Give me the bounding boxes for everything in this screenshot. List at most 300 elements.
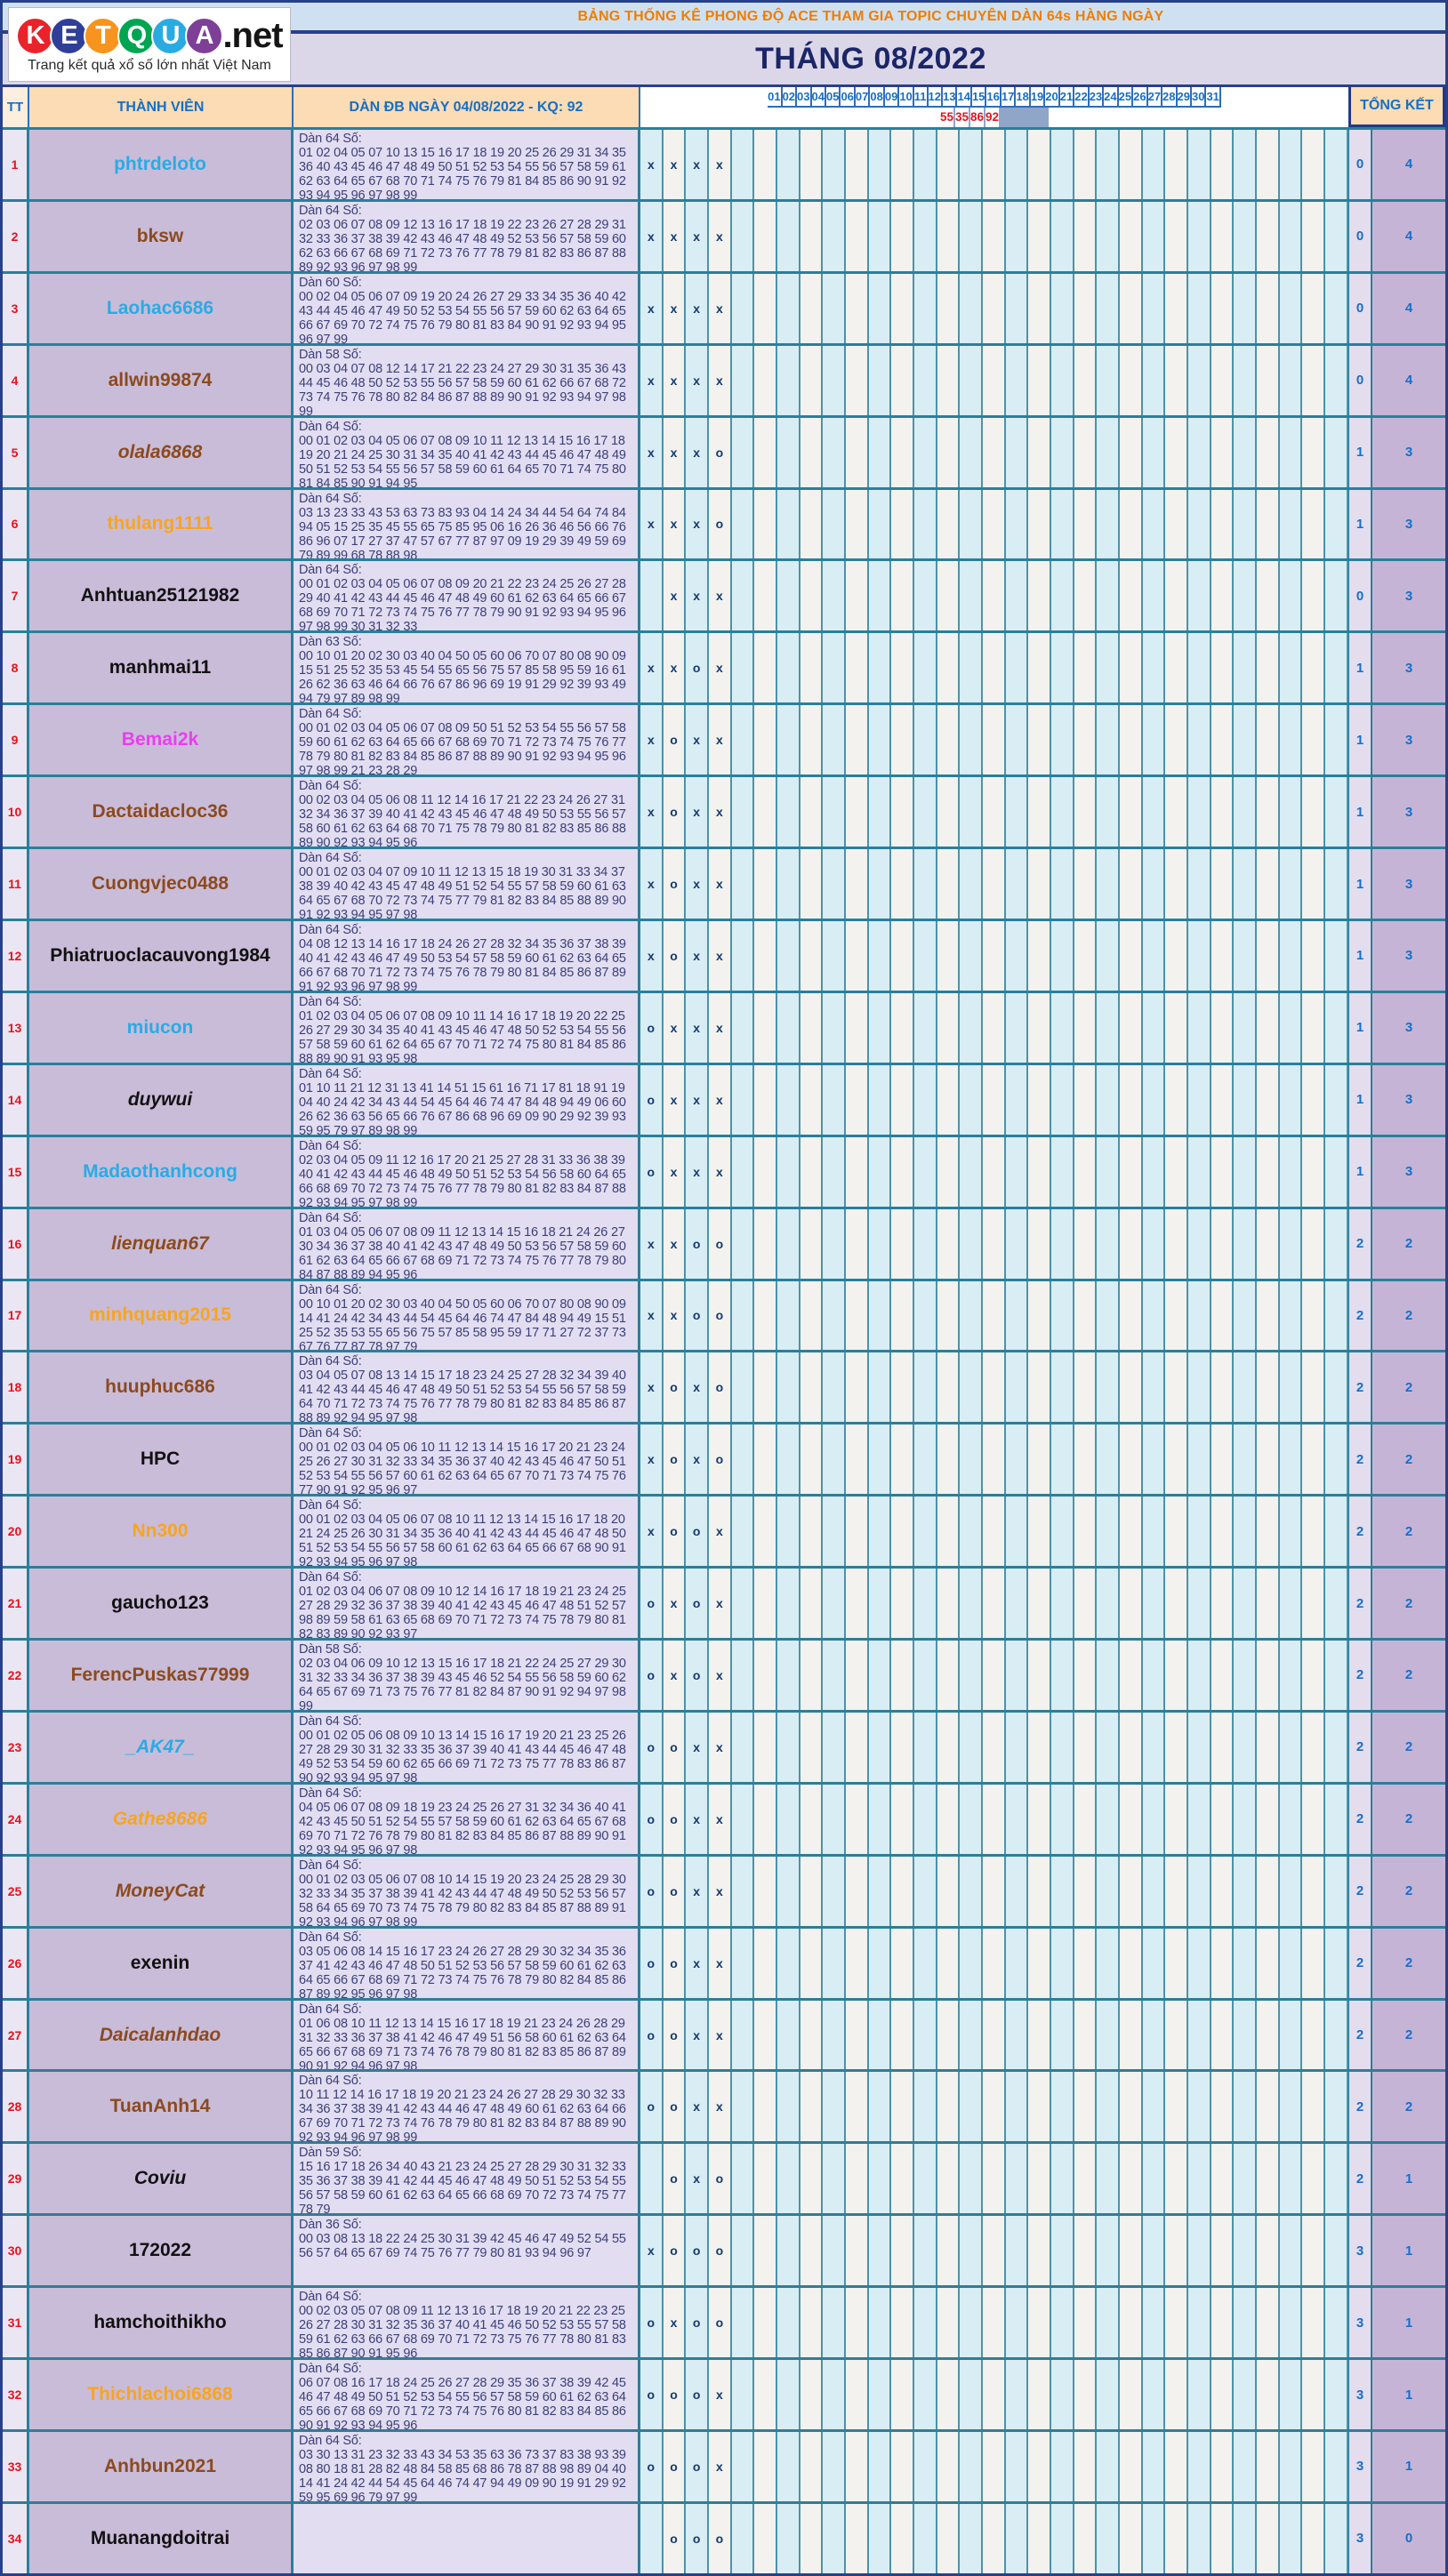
- member-name[interactable]: phtrdeloto: [114, 153, 206, 174]
- mark-cell-day-01: x: [640, 1281, 664, 1351]
- member-name[interactable]: Thichlachoi6868: [87, 2384, 233, 2405]
- mark-cell-day-25: [1188, 777, 1211, 847]
- mark-cell-day-07: [777, 2144, 800, 2213]
- mark-cell-day-03: x: [686, 1857, 709, 1926]
- mark-cell-day-30: [1302, 1137, 1325, 1207]
- mark-cell-day-17: [1006, 921, 1029, 991]
- mark-cell-day-28: [1257, 705, 1280, 774]
- mark-cell-day-06: [754, 2432, 777, 2501]
- mark-cell-day-07: [777, 274, 800, 343]
- mark-cell-day-29: [1280, 849, 1303, 919]
- member-name[interactable]: Gathe8686: [112, 1808, 208, 1829]
- member-name[interactable]: Bemai2k: [121, 729, 199, 750]
- mark-cell-day-10: [846, 1352, 869, 1422]
- row-rank: 1: [3, 130, 29, 199]
- member-name[interactable]: minhquang2015: [89, 1304, 231, 1326]
- day-header-07: 07: [856, 87, 870, 108]
- mark-cell-day-01: x: [640, 274, 664, 343]
- mark-cell-day-21: [1097, 2504, 1120, 2573]
- mark-cell-day-01: x: [640, 2216, 664, 2285]
- mark-cell-day-26: [1211, 777, 1235, 847]
- mark-cell-day-10: [846, 849, 869, 919]
- total-hit: 3: [1372, 633, 1445, 702]
- mark-cell-day-22: [1120, 2360, 1143, 2429]
- mark-cell-day-01: x: [640, 705, 664, 774]
- mark-cell-day-03: x: [686, 2001, 709, 2070]
- mark-cell-day-04: o: [709, 2216, 732, 2285]
- logo-letters: [16, 16, 282, 56]
- day-marks-cells: [640, 1424, 1348, 1494]
- mark-cell-day-04: x: [709, 1641, 732, 1710]
- member-name[interactable]: duywui: [127, 1088, 193, 1110]
- mark-cell-day-11: [869, 1929, 892, 1998]
- mark-cell-day-05: [732, 346, 755, 415]
- mark-cell-day-13: [914, 1497, 937, 1566]
- member-dan-numbers: [294, 2288, 640, 2357]
- mark-cell-day-04: x: [709, 993, 732, 1063]
- mark-cell-day-29: [1280, 2360, 1303, 2429]
- mark-cell-day-04: o: [709, 1424, 732, 1494]
- mark-cell-day-26: [1211, 346, 1235, 415]
- mark-cell-day-01: x: [640, 1209, 664, 1279]
- mark-cell-day-29: [1280, 705, 1303, 774]
- mark-cell-day-14: [937, 1209, 961, 1279]
- mark-cell-day-18: [1028, 705, 1051, 774]
- mark-cell-day-26: [1211, 1569, 1235, 1638]
- mark-cell-day-10: [846, 2360, 869, 2429]
- mark-cell-day-09: [823, 274, 846, 343]
- total-hit: 2: [1372, 1785, 1445, 1854]
- dan-numbers: 04 08 12 13 14 16 17 18 24 26 27 28 32 34 35 36 37 38 39 40 41 42 43 46 47 49 50 53 54 57 58 59 60 61 62 63 64 65 66 67 68 70 71 72 73 74 75 76 78 79 80 81 84 85 86 87 89 91 92 93 96 97 98 99: [299, 936, 626, 991]
- member-name[interactable]: TuanAnh14: [109, 2096, 211, 2117]
- mark-cell-day-09: [823, 1352, 846, 1422]
- day-marks-cells: [640, 1713, 1348, 1782]
- mark-cell-day-31: [1325, 1569, 1348, 1638]
- table-row: [3, 127, 1445, 199]
- mark-cell-day-09: [823, 130, 846, 199]
- mark-cell-day-07: [777, 1137, 800, 1207]
- mark-cell-day-13: [914, 1137, 937, 1207]
- mark-cell-day-31: [1325, 561, 1348, 630]
- total-hit: 2: [1372, 2072, 1445, 2141]
- table-row: [3, 774, 1445, 847]
- member-name[interactable]: exenin: [130, 1952, 190, 1973]
- mark-cell-day-28: [1257, 1352, 1280, 1422]
- member-name[interactable]: Cuongvjec0488: [91, 873, 229, 895]
- mark-cell-day-06: [754, 2288, 777, 2357]
- mark-cell-day-19: [1051, 2144, 1074, 2213]
- mark-cell-day-31: [1325, 1137, 1348, 1207]
- mark-cell-day-12: [891, 1065, 914, 1135]
- mark-cell-day-27: [1234, 1785, 1257, 1854]
- mark-cell-day-13: [914, 1569, 937, 1638]
- member-name[interactable]: Laohac6686: [106, 297, 214, 318]
- mark-cell-day-15: [960, 1569, 983, 1638]
- day-marks-cells: [640, 2216, 1348, 2285]
- dan-numbers: 01 02 03 04 06 07 08 09 10 12 14 16 17 18 19 21 23 24 25 27 28 29 32 36 37 38 39 40 41 42 43 45 46 47 48 51 52 57 98 89 59 58 61 63 65 68 69 70 71 72 73 74 75 78 79 80 81 82 83 89 90 92 93 97: [299, 1585, 626, 1639]
- mark-cell-day-18: [1028, 1857, 1051, 1926]
- dan-numbers: 06 07 08 16 17 18 24 25 26 27 28 29 35 36 37 38 39 42 45 46 47 48 49 50 51 52 53 54 55 56 57 58 59 60 61 62 63 64 65 66 67 68 69 70 71 72 73 74 75 76 80 81 82 83 84 85 86 90 91 92 93 94 95 96: [299, 2376, 626, 2429]
- mark-cell-day-19: [1051, 2288, 1074, 2357]
- day-marks-cells: [640, 2144, 1348, 2213]
- mark-cell-day-17: [1006, 1641, 1029, 1710]
- day-marks-cells: [640, 1209, 1348, 1279]
- mark-cell-day-20: [1074, 561, 1098, 630]
- mark-cell-day-17: [1006, 1785, 1029, 1854]
- mark-cell-day-28: [1257, 1137, 1280, 1207]
- dan-numbers: 03 13 23 33 43 53 63 73 83 93 04 14 24 34 44 54 64 74 84 94 05 15 25 35 45 55 65 75 85 95 06 16 26 36 46 56 66 76 86 96 07 17 27 37 47 57 67 77 87 97 09 19 29 39 49 59 69 79 89 99 68 78 88 98: [299, 505, 626, 559]
- member-name[interactable]: olala6868: [117, 441, 203, 462]
- member-name[interactable]: Coviu: [133, 2168, 187, 2189]
- member-dan-numbers: [294, 633, 640, 702]
- dan-label: Dàn 64 Số:: [299, 132, 362, 146]
- mark-cell-day-18: [1028, 130, 1051, 199]
- mark-cell-day-05: [732, 274, 755, 343]
- mark-cell-day-27: [1234, 418, 1257, 487]
- total-hit: 3: [1372, 1065, 1445, 1135]
- total-miss: 3: [1348, 2216, 1372, 2285]
- dan-numbers: 03 04 05 07 08 13 14 15 17 18 23 24 25 27 28 32 34 39 40 41 42 43 44 45 46 47 48 49 50 51 52 53 54 55 56 57 58 59 64 70 71 72 73 74 75 76 77 78 79 80 81 82 83 84 85 86 87 88 89 92 94 95 97 98: [299, 1368, 626, 1423]
- mark-cell-day-21: [1097, 777, 1120, 847]
- total-miss: 0: [1348, 202, 1372, 271]
- mark-cell-day-03: o: [686, 1641, 709, 1710]
- mark-cell-day-15: [960, 705, 983, 774]
- member-name[interactable]: thulang1111: [107, 513, 213, 534]
- mark-cell-day-12: [891, 849, 914, 919]
- mark-cell-day-31: [1325, 993, 1348, 1063]
- mark-cell-day-21: [1097, 2144, 1120, 2213]
- mark-cell-day-27: [1234, 1569, 1257, 1638]
- member-dan-numbers: [294, 705, 640, 774]
- mark-cell-day-04: x: [709, 1929, 732, 1998]
- mark-cell-day-25: [1188, 1857, 1211, 1926]
- mark-cell-day-27: [1234, 202, 1257, 271]
- table-row: [3, 487, 1445, 559]
- total-miss: 2: [1348, 1424, 1372, 1494]
- mark-cell-day-23: [1143, 1929, 1166, 1998]
- day-marks-cells: [640, 777, 1348, 847]
- mark-cell-day-30: [1302, 1785, 1325, 1854]
- member-name[interactable]: manhmai11: [109, 657, 212, 678]
- mark-cell-day-20: [1074, 1065, 1098, 1135]
- member-name[interactable]: Anhtuan25121982: [80, 585, 240, 606]
- total-hit: 2: [1372, 1497, 1445, 1566]
- mark-cell-day-17: [1006, 490, 1029, 559]
- mark-cell-day-20: [1074, 130, 1098, 199]
- mark-cell-day-08: [800, 633, 824, 702]
- dan-numbers: 00 03 04 07 08 12 14 17 21 22 23 24 27 29 30 31 35 36 43 44 45 46 48 50 52 53 55 56 57 58 59 60 61 62 66 67 68 72 73 74 75 76 78 80 82 84 86 87 88 89 90 91 92 93 94 97 98 99: [299, 361, 626, 415]
- mark-cell-day-19: [1051, 921, 1074, 991]
- member-name[interactable]: Dactaidacloc36: [92, 801, 229, 823]
- table-row: [3, 1063, 1445, 1135]
- mark-cell-day-09: [823, 993, 846, 1063]
- mark-cell-day-30: [1302, 1424, 1325, 1494]
- total-miss: 2: [1348, 1857, 1372, 1926]
- mark-cell-day-06: [754, 2504, 777, 2573]
- member-name[interactable]: Nn300: [132, 1521, 189, 1542]
- dan-numbers: 00 01 02 03 05 06 07 08 10 14 15 19 20 23 24 25 28 29 30 32 33 34 35 37 38 39 41 42 43 44 47 48 49 50 52 53 56 57 58 64 65 69 70 73 74 75 78 79 80 82 83 84 85 87 88 89 91 92 93 94 96 97 98 99: [299, 1872, 626, 1926]
- mark-cell-day-20: [1074, 1713, 1098, 1782]
- member-name[interactable]: Phiatruoclacauvong1984: [50, 944, 270, 966]
- mark-cell-day-01: x: [640, 490, 664, 559]
- mark-cell-day-07: [777, 1497, 800, 1566]
- mark-cell-day-06: [754, 777, 777, 847]
- mark-cell-day-09: [823, 2288, 846, 2357]
- mark-cell-day-12: [891, 202, 914, 271]
- total-miss: 2: [1348, 1497, 1372, 1566]
- table-row: [3, 1566, 1445, 1638]
- mark-cell-day-24: [1165, 1785, 1188, 1854]
- table-row: [3, 2069, 1445, 2141]
- mark-cell-day-16: [983, 633, 1006, 702]
- mark-cell-day-22: [1120, 1929, 1143, 1998]
- row-rank: 23: [3, 1713, 29, 1782]
- mark-cell-day-20: [1074, 1137, 1098, 1207]
- row-rank: 4: [3, 346, 29, 415]
- mark-cell-day-07: [777, 2432, 800, 2501]
- mark-cell-day-31: [1325, 2072, 1348, 2141]
- site-logo[interactable]: [8, 7, 291, 82]
- mark-cell-day-20: [1074, 1857, 1098, 1926]
- table-row: [3, 2213, 1445, 2285]
- member-name[interactable]: Daicalanhdao: [99, 2024, 221, 2045]
- mark-cell-day-02: o: [664, 2001, 687, 2070]
- member-name[interactable]: huuphuc686: [105, 1376, 215, 1398]
- mark-cell-day-05: [732, 202, 755, 271]
- mark-cell-day-17: [1006, 2432, 1029, 2501]
- mark-cell-day-04: x: [709, 1065, 732, 1135]
- mark-cell-day-19: [1051, 2216, 1074, 2285]
- mark-cell-day-23: [1143, 202, 1166, 271]
- total-hit: 3: [1372, 561, 1445, 630]
- mark-cell-day-05: [732, 777, 755, 847]
- mark-cell-day-06: [754, 993, 777, 1063]
- day-marks-cells: [640, 1785, 1348, 1854]
- mark-cell-day-31: [1325, 633, 1348, 702]
- mark-cell-day-23: [1143, 1352, 1166, 1422]
- mark-cell-day-22: [1120, 1424, 1143, 1494]
- mark-cell-day-06: [754, 202, 777, 271]
- mark-cell-day-15: [960, 1497, 983, 1566]
- member-dan-numbers: [294, 1209, 640, 1279]
- mark-cell-day-27: [1234, 2216, 1257, 2285]
- member-name[interactable]: hamchoithikho: [93, 2312, 227, 2333]
- mark-cell-day-13: [914, 849, 937, 919]
- day-marks-cells: [640, 1352, 1348, 1422]
- mark-cell-day-10: [846, 705, 869, 774]
- mark-cell-day-03: x: [686, 202, 709, 271]
- mark-cell-day-25: [1188, 2360, 1211, 2429]
- mark-cell-day-03: x: [686, 418, 709, 487]
- mark-cell-day-17: [1006, 1065, 1029, 1135]
- mark-cell-day-23: [1143, 2144, 1166, 2213]
- mark-cell-day-20: [1074, 346, 1098, 415]
- mark-cell-day-02: o: [664, 1857, 687, 1926]
- total-hit: 2: [1372, 1352, 1445, 1422]
- member-dan-numbers: [294, 1352, 640, 1422]
- mark-cell-day-09: [823, 2504, 846, 2573]
- mark-cell-day-11: [869, 2288, 892, 2357]
- mark-cell-day-16: [983, 1569, 1006, 1638]
- mark-cell-day-09: [823, 1641, 846, 1710]
- mark-cell-day-10: [846, 130, 869, 199]
- mark-cell-day-16: [983, 2288, 1006, 2357]
- member-name[interactable]: Madaothanhcong: [83, 1160, 237, 1182]
- mark-cell-day-18: [1028, 849, 1051, 919]
- day-header-27: 27: [1148, 87, 1162, 108]
- member-name[interactable]: HPC: [140, 1448, 181, 1470]
- mark-cell-day-17: [1006, 1424, 1029, 1494]
- table-row: [3, 1422, 1445, 1494]
- mark-cell-day-18: [1028, 2072, 1051, 2141]
- row-rank: 15: [3, 1137, 29, 1207]
- total-miss: 1: [1348, 633, 1372, 702]
- mark-cell-day-19: [1051, 2360, 1074, 2429]
- dan-numbers: 04 05 06 07 08 09 18 19 23 24 25 26 27 31 32 34 36 40 41 42 43 45 50 51 52 54 55 57 58 59 60 61 62 63 64 65 67 68 69 70 71 72 76 78 79 80 81 82 83 84 85 86 87 88 89 90 91 92 93 94 95 96 97 98: [299, 1800, 626, 1854]
- dan-label: Dàn 64 Số:: [299, 1570, 362, 1585]
- mark-cell-day-31: [1325, 490, 1348, 559]
- mark-cell-day-03: x: [686, 130, 709, 199]
- member-name[interactable]: miucon: [126, 1016, 194, 1038]
- dan-numbers: 02 03 06 07 08 09 12 13 16 17 18 19 22 23 26 27 28 29 31 32 33 36 37 38 39 42 43 46 47 48 49 52 53 56 57 58 59 60 62 63 66 67 68 69 71 72 73 76 77 78 79 81 82 83 86 87 88 89 92 93 96 97 98 99: [299, 217, 626, 271]
- mark-cell-day-03: x: [686, 921, 709, 991]
- total-hit: 1: [1372, 2360, 1445, 2429]
- mark-cell-day-11: [869, 1065, 892, 1135]
- mark-cell-day-17: [1006, 274, 1029, 343]
- mark-cell-day-25: [1188, 1209, 1211, 1279]
- mark-cell-day-29: [1280, 418, 1303, 487]
- mark-cell-day-19: [1051, 418, 1074, 487]
- total-miss: 2: [1348, 2001, 1372, 2070]
- mark-cell-day-06: [754, 1857, 777, 1926]
- mark-cell-day-09: [823, 346, 846, 415]
- mark-cell-day-02: o: [664, 2432, 687, 2501]
- dan-label: Dàn 64 Số:: [299, 707, 362, 722]
- mark-cell-day-26: [1211, 633, 1235, 702]
- mark-cell-day-28: [1257, 993, 1280, 1063]
- member-name[interactable]: 172022: [128, 2240, 192, 2261]
- mark-cell-day-25: [1188, 2144, 1211, 2213]
- col-header-member: THÀNH VIÊN: [29, 87, 294, 127]
- mark-cell-day-01: o: [640, 1065, 664, 1135]
- mark-cell-day-16: [983, 346, 1006, 415]
- dan-label: Dàn 64 Số:: [299, 563, 362, 578]
- col-header-total: TỔNG KẾT: [1348, 87, 1445, 127]
- mark-cell-day-30: [1302, 849, 1325, 919]
- member-name[interactable]: bksw: [136, 225, 184, 246]
- mark-cell-day-02: x: [664, 1641, 687, 1710]
- member-dan-numbers: [294, 130, 640, 199]
- mark-cell-day-23: [1143, 2216, 1166, 2285]
- mark-cell-day-31: [1325, 2360, 1348, 2429]
- total-hit: 1: [1372, 2432, 1445, 2501]
- member-name[interactable]: lienquan67: [111, 1232, 209, 1254]
- mark-cell-day-19: [1051, 130, 1074, 199]
- mark-cell-day-08: [800, 346, 824, 415]
- mark-cell-day-01: x: [640, 777, 664, 847]
- mark-cell-day-20: [1074, 2072, 1098, 2141]
- mark-cell-day-24: [1165, 1713, 1188, 1782]
- dan-numbers: 10 11 12 14 16 17 18 19 20 21 23 24 26 27 28 29 30 32 33 34 36 37 38 39 41 42 43 44 46 47 48 49 60 61 62 63 64 66 67 69 70 71 72 73 74 76 78 79 80 81 82 83 84 87 88 89 90 92 93 94 96 97 98 99: [299, 2088, 626, 2142]
- dan-label: Dàn 64 Số:: [299, 2002, 362, 2017]
- mark-cell-day-30: [1302, 1209, 1325, 1279]
- mark-cell-day-22: [1120, 1641, 1143, 1710]
- member-name[interactable]: _AK47_: [125, 1736, 195, 1757]
- mark-cell-day-27: [1234, 1929, 1257, 1998]
- mark-cell-day-01: o: [640, 1137, 664, 1207]
- mark-cell-day-13: [914, 921, 937, 991]
- row-rank: 19: [3, 1424, 29, 1494]
- member-name[interactable]: allwin99874: [108, 369, 213, 390]
- mark-cell-day-05: [732, 1641, 755, 1710]
- mark-cell-day-19: [1051, 1857, 1074, 1926]
- mark-cell-day-24: [1165, 2216, 1188, 2285]
- member-name[interactable]: Muanangdoitrai: [90, 2527, 230, 2548]
- mark-cell-day-12: [891, 130, 914, 199]
- mark-cell-day-14: [937, 418, 961, 487]
- mark-cell-day-02: x: [664, 561, 687, 630]
- mark-cell-day-12: [891, 705, 914, 774]
- day-marks-cells: [640, 1065, 1348, 1135]
- member-name[interactable]: Anhbun2021: [103, 2455, 217, 2476]
- total-miss: 0: [1348, 274, 1372, 343]
- mark-cell-day-14: [937, 2432, 961, 2501]
- mark-cell-day-21: [1097, 2216, 1120, 2285]
- mark-cell-day-28: [1257, 1281, 1280, 1351]
- mark-cell-day-23: [1143, 418, 1166, 487]
- mark-cell-day-02: x: [664, 130, 687, 199]
- total-miss: 3: [1348, 2432, 1372, 2501]
- member-name[interactable]: gaucho123: [111, 1593, 209, 1614]
- mark-cell-day-04: x: [709, 849, 732, 919]
- mark-cell-day-25: [1188, 1785, 1211, 1854]
- mark-cell-day-21: [1097, 849, 1120, 919]
- mark-cell-day-17: [1006, 202, 1029, 271]
- mark-cell-day-15: [960, 2288, 983, 2357]
- mark-cell-day-22: [1120, 561, 1143, 630]
- member-name[interactable]: MoneyCat: [115, 1880, 205, 1901]
- mark-cell-day-20: [1074, 1569, 1098, 1638]
- member-dan-numbers: [294, 561, 640, 630]
- member-dan-numbers: [294, 490, 640, 559]
- mark-cell-day-12: [891, 921, 914, 991]
- mark-cell-day-08: [800, 1785, 824, 1854]
- mark-cell-day-23: [1143, 130, 1166, 199]
- mark-cell-day-10: [846, 777, 869, 847]
- member-dan-numbers: [294, 2504, 640, 2573]
- mark-cell-day-25: [1188, 274, 1211, 343]
- mark-cell-day-25: [1188, 921, 1211, 991]
- day-header-23: 23: [1090, 87, 1104, 108]
- mark-cell-day-21: [1097, 2360, 1120, 2429]
- mark-cell-day-26: [1211, 1137, 1235, 1207]
- mark-cell-day-30: [1302, 2288, 1325, 2357]
- mark-cell-day-09: [823, 1424, 846, 1494]
- dan-label: Dàn 64 Số:: [299, 1713, 362, 1729]
- dan-numbers: 00 01 02 05 06 08 09 10 13 14 15 16 17 19 20 21 23 25 26 27 28 29 30 31 32 33 35 36 37 39 40 41 43 44 45 46 47 48 49 52 53 54 59 60 62 65 66 69 71 72 73 75 77 78 83 86 87 90 92 93 94 95 97 98: [299, 1728, 626, 1782]
- mark-cell-day-01: [640, 561, 664, 630]
- mark-cell-day-13: [914, 1929, 937, 1998]
- dan-label: Dàn 58 Số:: [299, 347, 362, 362]
- mark-cell-day-18: [1028, 2432, 1051, 2501]
- logo-letter-E: E: [50, 17, 88, 55]
- mark-cell-day-03: o: [686, 1281, 709, 1351]
- mark-cell-day-30: [1302, 2504, 1325, 2573]
- mark-cell-day-17: [1006, 1352, 1029, 1422]
- mark-cell-day-21: [1097, 705, 1120, 774]
- member-name[interactable]: FerencPuskas77999: [70, 1664, 250, 1685]
- mark-cell-day-18: [1028, 1929, 1051, 1998]
